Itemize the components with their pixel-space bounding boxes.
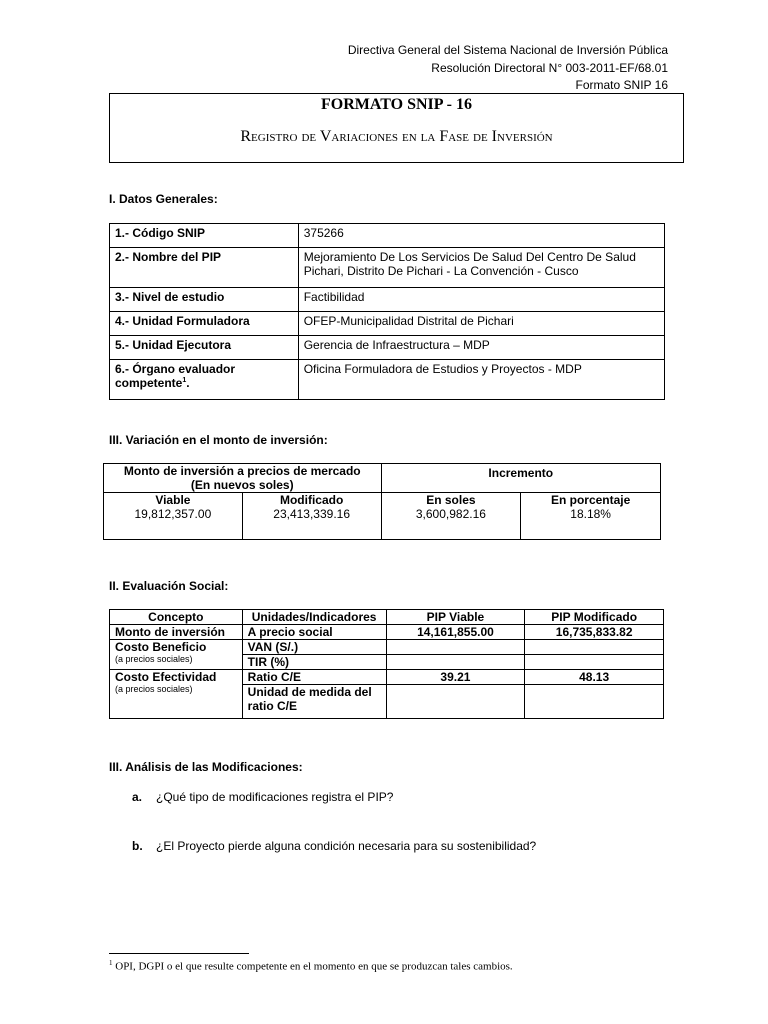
concepto-costo-efectividad — [110, 670, 243, 719]
table-row — [110, 224, 665, 248]
row-label: 1.- Código SNIP — [110, 224, 299, 248]
tir-pip-viable — [386, 655, 525, 670]
row-label: 5.- Unidad Ejecutora — [110, 336, 299, 360]
page-subtitle: Registro de Variaciones en la Fase de Inversión — [240, 128, 553, 145]
footnote-divider — [109, 953, 249, 954]
unidad-pip-viable — [386, 685, 525, 719]
concepto-costo-beneficio-note: (a precios sociales) — [115, 654, 193, 664]
table-row — [104, 464, 661, 493]
row-value: Oficina Formuladora de Estudios y Proyectos - MDP — [298, 360, 664, 400]
row-value: Factibilidad — [298, 288, 664, 312]
group-header-monto — [104, 464, 382, 493]
label-text: 6.- Órgano evaluador competente — [115, 362, 236, 390]
col-header: PIP Modificado — [525, 610, 664, 625]
indicador-precio-social: A precio social — [242, 625, 386, 640]
question-text: ¿Qué tipo de modificaciones registra el PIP? — [156, 790, 394, 804]
footnote-mark: 1 — [182, 377, 187, 384]
footnote — [109, 959, 513, 973]
table-row — [104, 493, 661, 508]
group-header-monto-line2: (En nuevos soles) — [190, 478, 294, 492]
indicador-tir: TIR (%) — [242, 655, 386, 670]
section-analisis-heading: III. Análisis de las Modificaciones: — [109, 760, 303, 774]
header-resolucion: Resolución Directoral N° 003-2011-EF/68.01 — [431, 61, 668, 75]
footnote-text: OPI, DGPI o el que resulte competente en el momento en que se produzcan tales cambios. — [115, 960, 513, 973]
question-a — [132, 790, 393, 804]
concepto-costo-beneficio — [110, 640, 243, 670]
table-row — [110, 288, 665, 312]
table-row — [110, 640, 664, 655]
col-header: Unidades/Indicadores — [242, 610, 386, 625]
row-label — [110, 360, 299, 400]
variacion-table — [103, 463, 661, 540]
page-title: FORMATO SNIP - 16 — [321, 96, 472, 113]
table-row — [110, 248, 665, 288]
concepto-monto: Monto de inversión — [110, 625, 243, 640]
unidad-pip-modificado — [525, 685, 664, 719]
value-en-porcentaje: 18.18% — [521, 507, 661, 539]
indicador-unidad-medida: Unidad de medida del ratio C/E — [242, 685, 386, 719]
section-evaluacion-social-heading: II. Evaluación Social: — [109, 579, 229, 593]
col-header: Viable — [104, 493, 243, 508]
van-pip-viable — [386, 640, 525, 655]
table-row — [110, 360, 665, 400]
datos-generales-table — [109, 223, 665, 400]
col-header: En soles — [381, 493, 521, 508]
col-header: En porcentaje — [521, 493, 661, 508]
table-row — [110, 625, 664, 640]
row-label: 4.- Unidad Formuladora — [110, 312, 299, 336]
footnote-number: 1 — [109, 959, 113, 967]
monto-pip-modificado: 16,735,833.82 — [525, 625, 664, 640]
table-row — [110, 670, 664, 685]
title-box — [109, 93, 684, 163]
table-row — [110, 336, 665, 360]
tir-pip-modificado — [525, 655, 664, 670]
monto-pip-viable: 14,161,855.00 — [386, 625, 525, 640]
value-en-soles: 3,600,982.16 — [381, 507, 521, 539]
table-row — [110, 312, 665, 336]
row-label: 2.- Nombre del PIP — [110, 248, 299, 288]
label-suffix: . — [186, 376, 190, 390]
ratio-pip-modificado: 48.13 — [525, 670, 664, 685]
ratio-pip-viable: 39.21 — [386, 670, 525, 685]
col-header: Modificado — [242, 493, 381, 508]
row-label: 3.- Nivel de estudio — [110, 288, 299, 312]
concepto-costo-beneficio-label: Costo Beneficio — [115, 640, 207, 654]
header-formato: Formato SNIP 16 — [575, 78, 668, 92]
evaluacion-social-table — [109, 609, 664, 719]
row-value: OFEP-Municipalidad Distrital de Pichari — [298, 312, 664, 336]
row-value: Gerencia de Infraestructura – MDP — [298, 336, 664, 360]
question-b — [132, 839, 536, 853]
concepto-costo-efectividad-note: (a precios sociales) — [115, 684, 193, 694]
col-header: Concepto — [110, 610, 243, 625]
table-row — [104, 507, 661, 539]
row-value: 375266 — [298, 224, 664, 248]
question-text: ¿El Proyecto pierde alguna condición necesaria para su sostenibilidad? — [156, 839, 537, 853]
group-header-monto-line1: Monto de inversión a precios de mercado — [123, 464, 361, 478]
row-value: Mejoramiento De Los Servicios De Salud Del Centro De Salud Pichari, Distrito De Pichari - La Convención - Cusco — [298, 248, 664, 288]
indicador-ratio-ce: Ratio C/E — [242, 670, 386, 685]
question-label: a. — [132, 790, 143, 804]
value-viable: 19,812,357.00 — [104, 507, 243, 539]
value-modificado: 23,413,339.16 — [242, 507, 381, 539]
section-datos-generales-heading: I. Datos Generales: — [109, 192, 218, 206]
col-header: PIP Viable — [386, 610, 525, 625]
section-variacion-heading: III. Variación en el monto de inversión: — [109, 433, 328, 447]
group-header-incremento: Incremento — [381, 464, 660, 493]
question-label: b. — [132, 839, 143, 853]
concepto-costo-efectividad-label: Costo Efectividad — [115, 670, 217, 684]
indicador-van: VAN (S/.) — [242, 640, 386, 655]
header-directiva: Directiva General del Sistema Nacional de Inversión Pública — [347, 43, 668, 57]
table-row — [110, 610, 664, 625]
van-pip-modificado — [525, 640, 664, 655]
